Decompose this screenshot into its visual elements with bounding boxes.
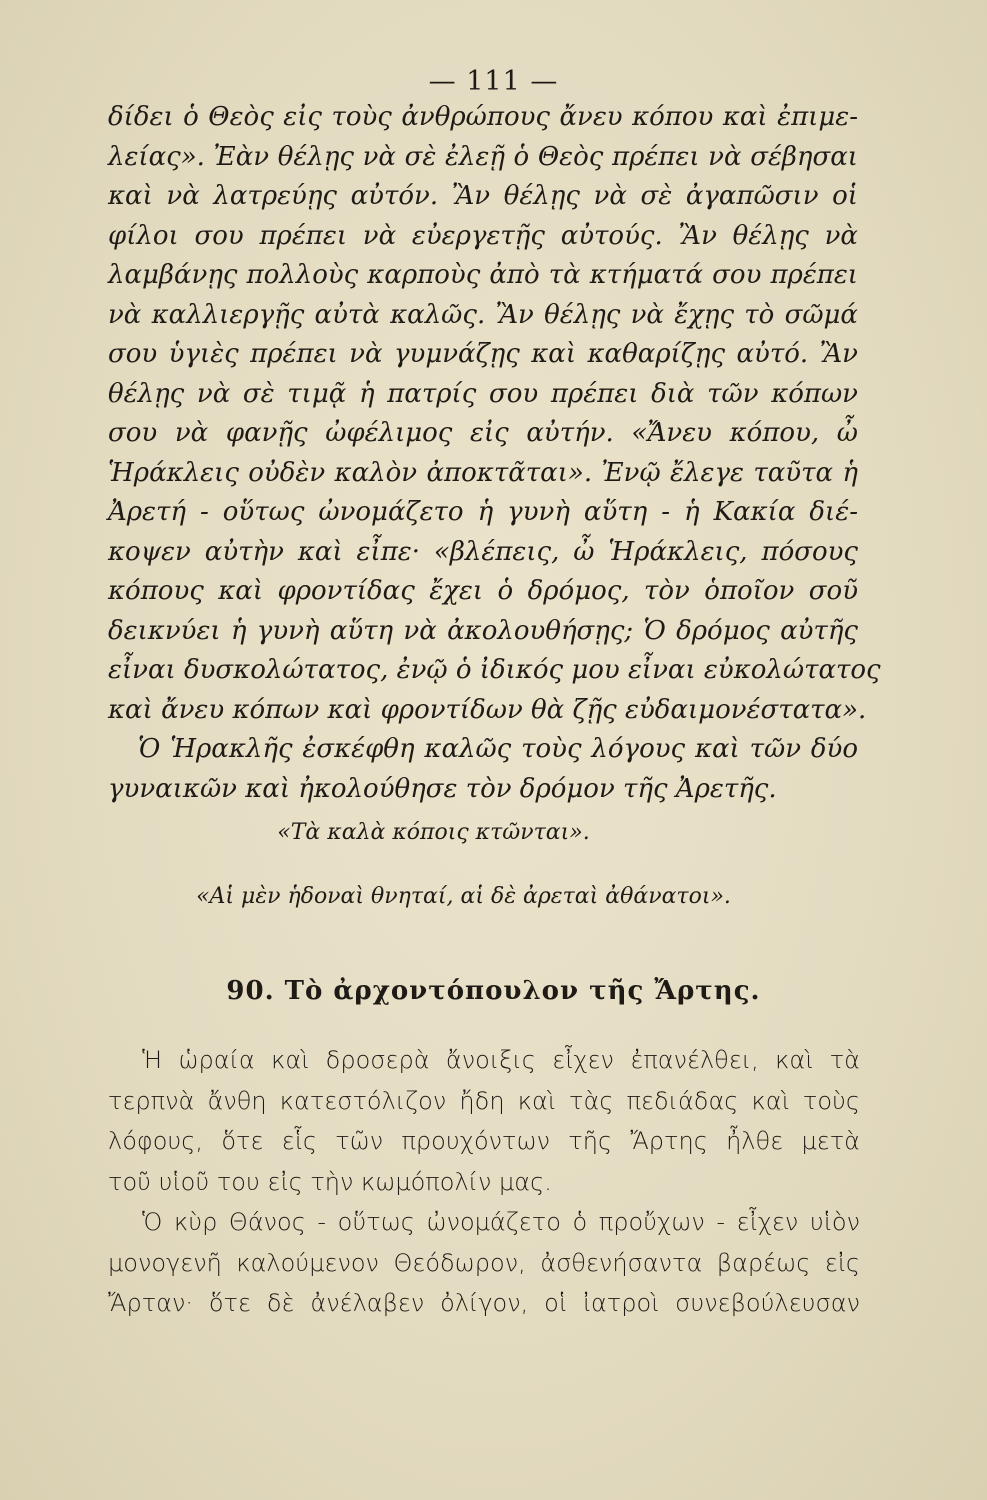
section-heading: 90. Τὸ ἀρχοντόπουλον τῆς Ἄρτης. xyxy=(226,976,761,1006)
text-line: κοψεν αὐτὴν καὶ εἶπε· «βλέπεις, ὦ Ἡράκλεις, πόσους xyxy=(108,536,858,567)
text-line: καὶ ἄνευ κόπων καὶ φροντίδων θὰ ζῇς εὐδαιμονέστατα». xyxy=(108,694,867,725)
text-line: νὰ καλλιεργῇς αὐτὰ καλῶς. Ἂν θέλῃς νὰ ἔχῃς τὸ σῶμά xyxy=(108,299,858,330)
text-line: μονογενῆ καλούμενον Θεόδωρον, ἀσθενήσαντα βαρέως εἰς xyxy=(108,1248,860,1277)
text-line: λαμβάνῃς πολλοὺς καρποὺς ἀπὸ τὰ κτήματά σου πρέπει xyxy=(108,260,858,290)
text-line: σου νὰ φανῇς ὠφέλιμος εἰς αὐτήν. «Ἄνευ κόπου, ὦ xyxy=(108,418,858,448)
text-line: Ἀρετή - οὕτως ὠνομάζετο ἡ γυνὴ αὕτη - ἡ Κακία διέ- xyxy=(108,497,858,527)
proverb-quote: «Αἱ μὲν ἡδοναὶ θνηταί, αἱ δὲ ἀρεταὶ ἀθάνατοι». xyxy=(196,884,731,909)
story-paragraph xyxy=(108,1040,860,1324)
proverb-quote: «Τὰ καλὰ κόποις κτῶνται». xyxy=(277,820,590,845)
text-line: θέλῃς νὰ σὲ τιμᾷ ἡ πατρίς σου πρέπει διὰ τῶν κόπων xyxy=(108,378,858,409)
text-line: τερπνὰ ἄνθη κατεστόλιζον ἤδη καὶ τὰς πεδιάδας καὶ τοὺς xyxy=(108,1086,860,1115)
text-line: Ἄρταν· ὅτε δὲ ἀνέλαβεν ὀλίγον, οἱ ἰατροὶ συνεβούλευσαν xyxy=(108,1289,860,1317)
text-line: εἶναι δυσκολώτατος, ἐνῷ ὁ ἰδικός μου εἶναι εὐκολώτατος xyxy=(108,655,881,685)
text-line: καὶ νὰ λατρεύῃς αὐτόν. Ἂν θέλῃς νὰ σὲ ἀγαπῶσιν οἱ xyxy=(108,181,858,211)
text-line: τοῦ υἱοῦ του εἰς τὴν κωμόπολίν μας. xyxy=(108,1167,552,1196)
text-line: λείας». Ἐὰν θέλῃς νὰ σὲ ἐλεῇ ὁ Θεὸς πρέπει νὰ σέβησαι xyxy=(108,141,858,172)
body-paragraph xyxy=(108,98,881,809)
text-line: δεικνύει ἡ γυνὴ αὕτη νὰ ἀκολουθήσῃς; Ὁ δρόμος αὐτῆς xyxy=(108,615,858,646)
text-line: λόφους, ὅτε εἷς τῶν προυχόντων τῆς Ἄρτης ἦλθε μετὰ xyxy=(108,1127,860,1155)
text-line: Ὁ Ἡρακλῆς ἐσκέφθη καλῶς τοὺς λόγους καὶ τῶν δύο xyxy=(138,734,858,764)
text-line: φίλοι σου πρέπει νὰ εὐεργετῇς αὐτούς. Ἂν θέλῃς νὰ xyxy=(108,220,858,251)
text-line: σου ὑγιὲς πρέπει νὰ γυμνάζῃς καὶ καθαρίζῃς αὐτό. Ἂν xyxy=(108,339,858,369)
text-line: δίδει ὁ Θεὸς εἰς τοὺς ἀνθρώπους ἄνευ κόπου καὶ ἐπιμε- xyxy=(108,102,858,132)
page-number: — 111 — xyxy=(428,66,559,97)
text-line: γυναικῶν καὶ ἠκολούθησε τὸν δρόμον τῆς Ἀρετῆς. xyxy=(108,773,777,804)
text-line: Ὁ κὺρ Θάνος - οὕτως ὠνομάζετο ὁ προὔχων - εἶχεν υἱὸν xyxy=(142,1208,860,1236)
text-line: κόπους καὶ φροντίδας ἔχει ὁ δρόμος, τὸν ὁποῖον σοῦ xyxy=(108,576,858,606)
text-line: Ἡ ὡραία καὶ δροσερὰ ἄνοιξις εἶχεν ἐπανέλθει, καὶ τὰ xyxy=(142,1046,860,1074)
text-line: Ἡράκλεις οὐδὲν καλὸν ἀποκτᾶται». Ἐνῷ ἔλεγε ταῦτα ἡ xyxy=(108,457,858,488)
